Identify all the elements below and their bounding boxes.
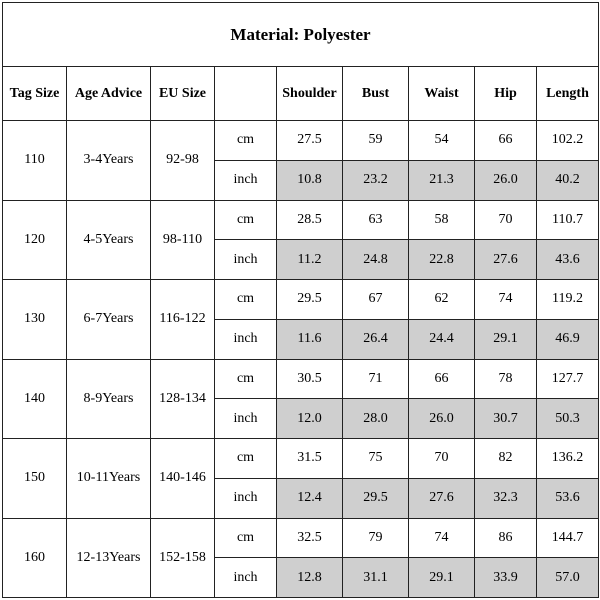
hip-inch-cell: 26.0 xyxy=(475,160,537,200)
hip-cm-cell: 86 xyxy=(475,518,537,558)
waist-inch-cell: 29.1 xyxy=(409,558,475,598)
length-inch-cell: 57.0 xyxy=(537,558,599,598)
tag-size-cell: 150 xyxy=(3,439,67,519)
eu-size-cell: 116-122 xyxy=(151,280,215,360)
unit-cm-label: cm xyxy=(215,359,277,399)
eu-size-cell: 140-146 xyxy=(151,439,215,519)
length-cm-cell: 127.7 xyxy=(537,359,599,399)
eu-size-cell: 98-110 xyxy=(151,200,215,280)
waist-inch-cell: 21.3 xyxy=(409,160,475,200)
unit-cm-label: cm xyxy=(215,200,277,240)
hip-cm-cell: 78 xyxy=(475,359,537,399)
header-eu-size: EU Size xyxy=(151,67,215,121)
length-inch-cell: 53.6 xyxy=(537,478,599,518)
length-inch-cell: 40.2 xyxy=(537,160,599,200)
hip-inch-cell: 33.9 xyxy=(475,558,537,598)
bust-cm-cell: 79 xyxy=(343,518,409,558)
unit-cm-label: cm xyxy=(215,439,277,479)
header-tag-size: Tag Size xyxy=(3,67,67,121)
waist-inch-cell: 26.0 xyxy=(409,399,475,439)
waist-inch-cell: 22.8 xyxy=(409,240,475,280)
tag-size-cell: 120 xyxy=(3,200,67,280)
bust-inch-cell: 29.5 xyxy=(343,478,409,518)
length-cm-cell: 110.7 xyxy=(537,200,599,240)
header-shoulder: Shoulder xyxy=(277,67,343,121)
tag-size-cell: 160 xyxy=(3,518,67,598)
hip-inch-cell: 30.7 xyxy=(475,399,537,439)
shoulder-cm-cell: 30.5 xyxy=(277,359,343,399)
shoulder-cm-cell: 29.5 xyxy=(277,280,343,320)
shoulder-inch-cell: 12.8 xyxy=(277,558,343,598)
size-table xyxy=(2,2,599,598)
waist-cm-cell: 66 xyxy=(409,359,475,399)
age-advice-cell: 8-9Years xyxy=(67,359,151,439)
tag-size-cell: 110 xyxy=(3,121,67,201)
bust-cm-cell: 63 xyxy=(343,200,409,240)
table-row-cm xyxy=(3,518,599,558)
age-advice-cell: 3-4Years xyxy=(67,121,151,201)
tag-size-cell: 130 xyxy=(3,280,67,360)
waist-cm-cell: 74 xyxy=(409,518,475,558)
length-inch-cell: 43.6 xyxy=(537,240,599,280)
waist-inch-cell: 27.6 xyxy=(409,478,475,518)
unit-inch-label: inch xyxy=(215,319,277,359)
shoulder-cm-cell: 28.5 xyxy=(277,200,343,240)
hip-inch-cell: 32.3 xyxy=(475,478,537,518)
shoulder-inch-cell: 10.8 xyxy=(277,160,343,200)
header-row xyxy=(3,67,599,121)
hip-cm-cell: 66 xyxy=(475,121,537,161)
unit-inch-label: inch xyxy=(215,558,277,598)
table-title: Material: Polyester xyxy=(3,3,599,67)
header-length: Length xyxy=(537,67,599,121)
waist-inch-cell: 24.4 xyxy=(409,319,475,359)
hip-cm-cell: 70 xyxy=(475,200,537,240)
shoulder-inch-cell: 11.6 xyxy=(277,319,343,359)
table-row-cm xyxy=(3,359,599,399)
bust-inch-cell: 26.4 xyxy=(343,319,409,359)
length-inch-cell: 50.3 xyxy=(537,399,599,439)
eu-size-cell: 92-98 xyxy=(151,121,215,201)
table-row-cm xyxy=(3,439,599,479)
bust-cm-cell: 67 xyxy=(343,280,409,320)
waist-cm-cell: 70 xyxy=(409,439,475,479)
unit-inch-label: inch xyxy=(215,399,277,439)
unit-cm-label: cm xyxy=(215,280,277,320)
age-advice-cell: 12-13Years xyxy=(67,518,151,598)
bust-inch-cell: 23.2 xyxy=(343,160,409,200)
hip-cm-cell: 82 xyxy=(475,439,537,479)
hip-cm-cell: 74 xyxy=(475,280,537,320)
tag-size-cell: 140 xyxy=(3,359,67,439)
table-row-cm xyxy=(3,280,599,320)
shoulder-cm-cell: 27.5 xyxy=(277,121,343,161)
header-bust: Bust xyxy=(343,67,409,121)
shoulder-cm-cell: 32.5 xyxy=(277,518,343,558)
age-advice-cell: 6-7Years xyxy=(67,280,151,360)
bust-cm-cell: 75 xyxy=(343,439,409,479)
length-cm-cell: 144.7 xyxy=(537,518,599,558)
length-cm-cell: 102.2 xyxy=(537,121,599,161)
unit-inch-label: inch xyxy=(215,240,277,280)
size-chart xyxy=(2,2,598,598)
bust-cm-cell: 71 xyxy=(343,359,409,399)
waist-cm-cell: 54 xyxy=(409,121,475,161)
bust-inch-cell: 24.8 xyxy=(343,240,409,280)
length-inch-cell: 46.9 xyxy=(537,319,599,359)
shoulder-inch-cell: 11.2 xyxy=(277,240,343,280)
age-advice-cell: 4-5Years xyxy=(67,200,151,280)
table-body xyxy=(3,121,599,598)
bust-cm-cell: 59 xyxy=(343,121,409,161)
hip-inch-cell: 27.6 xyxy=(475,240,537,280)
eu-size-cell: 152-158 xyxy=(151,518,215,598)
waist-cm-cell: 58 xyxy=(409,200,475,240)
header-hip: Hip xyxy=(475,67,537,121)
header-unit xyxy=(215,67,277,121)
table-row-cm xyxy=(3,121,599,161)
age-advice-cell: 10-11Years xyxy=(67,439,151,519)
shoulder-inch-cell: 12.0 xyxy=(277,399,343,439)
unit-inch-label: inch xyxy=(215,478,277,518)
length-cm-cell: 119.2 xyxy=(537,280,599,320)
table-row-cm xyxy=(3,200,599,240)
eu-size-cell: 128-134 xyxy=(151,359,215,439)
header-age-advice: Age Advice xyxy=(67,67,151,121)
unit-cm-label: cm xyxy=(215,518,277,558)
shoulder-cm-cell: 31.5 xyxy=(277,439,343,479)
unit-inch-label: inch xyxy=(215,160,277,200)
waist-cm-cell: 62 xyxy=(409,280,475,320)
length-cm-cell: 136.2 xyxy=(537,439,599,479)
header-waist: Waist xyxy=(409,67,475,121)
bust-inch-cell: 28.0 xyxy=(343,399,409,439)
unit-cm-label: cm xyxy=(215,121,277,161)
shoulder-inch-cell: 12.4 xyxy=(277,478,343,518)
hip-inch-cell: 29.1 xyxy=(475,319,537,359)
bust-inch-cell: 31.1 xyxy=(343,558,409,598)
